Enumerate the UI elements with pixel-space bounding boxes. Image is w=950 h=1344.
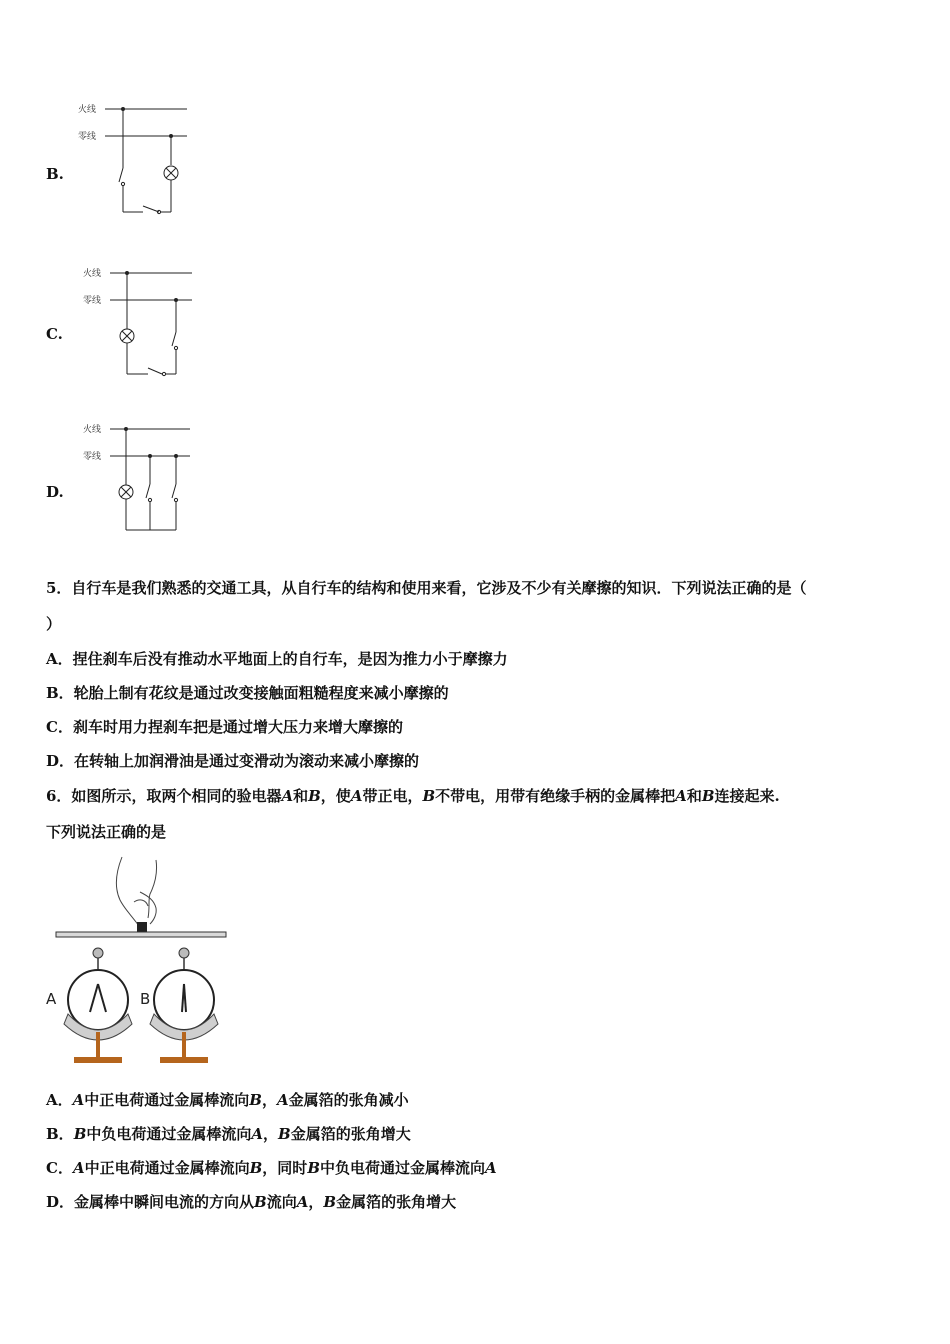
circuit-diagram-d bbox=[80, 420, 210, 538]
q6-option-a: A．A中正电荷通过金属棒流向B，A金属箔的张角减小 bbox=[46, 1091, 409, 1109]
q5-stem-line1: 5．自行车是我们熟悉的交通工具，从自行车的结构和使用来看，它涉及不少有关摩擦的知识．下列说法正确的是（ bbox=[46, 579, 807, 597]
q6-option-b: B．B中负电荷通过金属棒流向A，B金属箔的张角增大 bbox=[46, 1125, 411, 1143]
electroscope-b-label: B bbox=[140, 990, 151, 1008]
q5-option-b: B．轮胎上制有花纹是通过改变接触面粗糙程度来减小摩擦的 bbox=[46, 684, 449, 702]
q5-option-c: C．刹车时用力捏刹车把是通过增大压力来增大摩擦的 bbox=[46, 718, 403, 736]
q6-option-c: C．A中正电荷通过金属棒流向B，同时B中负电荷通过金属棒流向A bbox=[46, 1159, 497, 1177]
metal-rod bbox=[56, 932, 226, 937]
live-wire-label: 火线 bbox=[83, 269, 102, 279]
q6-stem-line1: 6．如图所示，取两个相同的验电器A和B，使A带正电，B不带电，用带有绝缘手柄的金属棒把A和B连接起来. bbox=[46, 787, 780, 805]
circuit-diagram-b bbox=[75, 100, 205, 220]
q6-option-d: D．金属棒中瞬间电流的方向从B流向A，B金属箔的张角增大 bbox=[46, 1193, 457, 1211]
electroscope-a-label: A bbox=[46, 990, 57, 1008]
neutral-wire-label: 零线 bbox=[83, 296, 102, 306]
q6-stem-line2: 下列说法正确的是 bbox=[46, 823, 167, 841]
live-wire-label: 火线 bbox=[78, 105, 97, 115]
circuit-diagram-c bbox=[80, 264, 210, 382]
option-c-letter: C. bbox=[46, 325, 63, 343]
neutral-wire-label: 零线 bbox=[78, 132, 97, 142]
q5-option-a: A．捏住刹车后没有推动水平地面上的自行车，是因为推力小于摩擦力 bbox=[46, 650, 508, 668]
live-wire-label: 火线 bbox=[83, 425, 102, 435]
option-d-letter: D. bbox=[46, 483, 64, 501]
electroscope-figure bbox=[44, 852, 234, 1072]
option-b-letter: B. bbox=[46, 165, 64, 183]
q5-option-d: D．在转轴上加润滑油是通过变滑动为滚动来减小摩擦的 bbox=[46, 752, 420, 770]
q5-stem-line2: ） bbox=[46, 615, 62, 633]
neutral-wire-label: 零线 bbox=[83, 452, 102, 462]
